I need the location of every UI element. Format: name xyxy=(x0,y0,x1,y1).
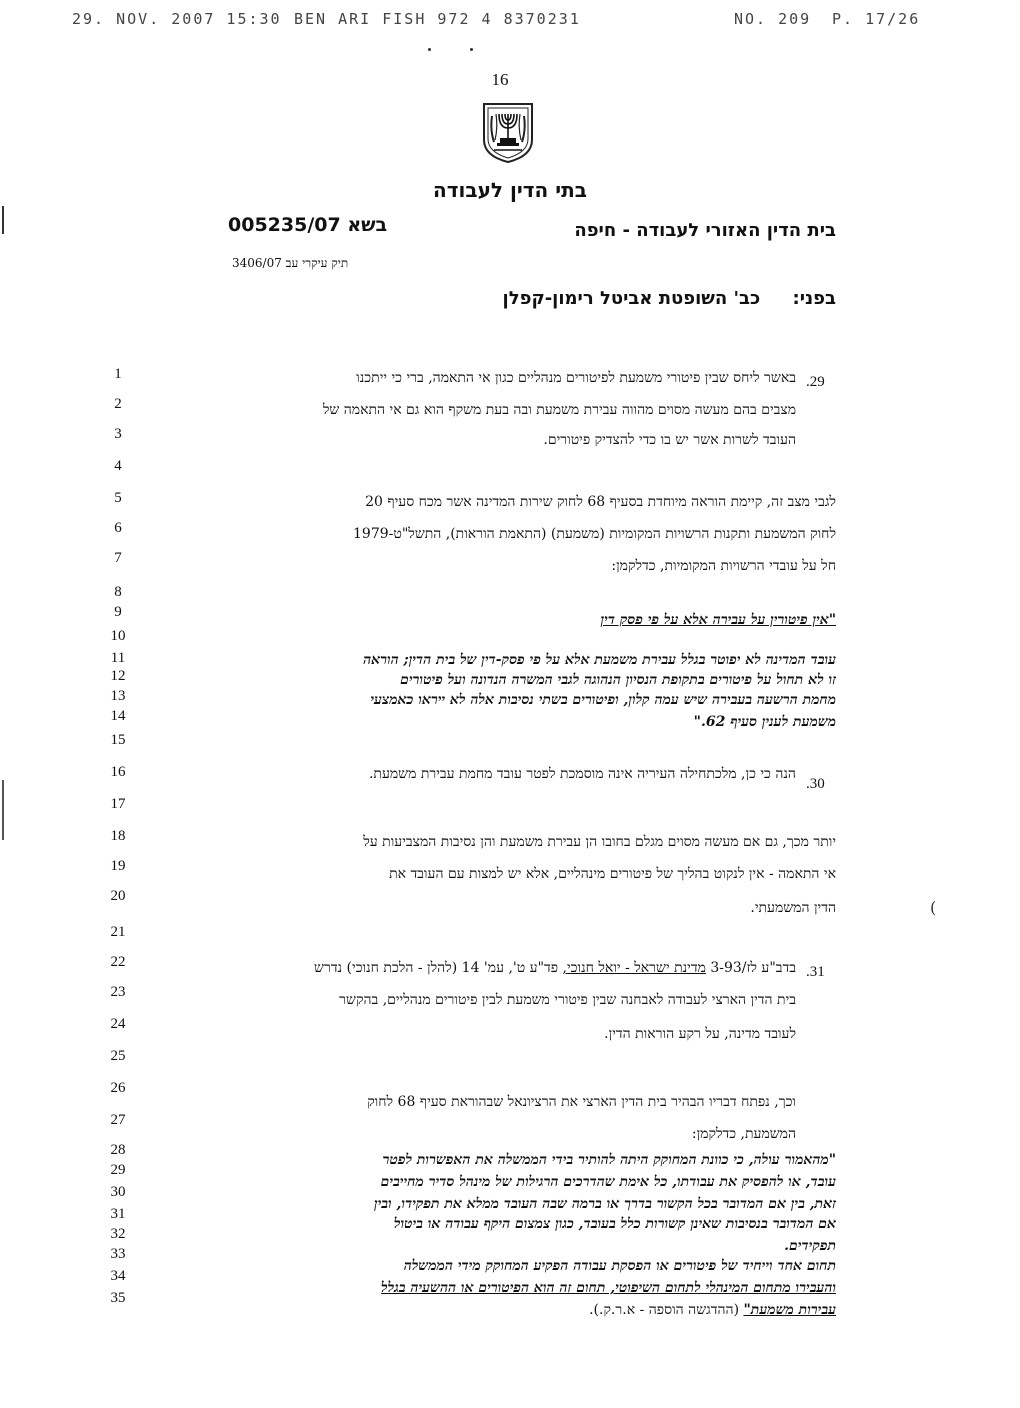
scan-speck xyxy=(470,48,473,51)
line-number: 18 xyxy=(110,828,126,844)
quote-line: "מהאמור עולה, כי כוונת המחוקק היתה להותיר בידי הממשלה את האפשרות לפטר xyxy=(382,1152,836,1168)
paragraph-line: בית הדין הארצי לעבודה לאבחנה שבין פיטורי משמעת לבין פיטורים מנהליים, בהקשר xyxy=(339,992,796,1008)
paragraph-number: .31 xyxy=(806,964,825,980)
case-citation: מדינת ישראל - יואל חנוכי, xyxy=(562,960,706,976)
line-number: 29 xyxy=(110,1162,126,1178)
paragraph-line: המשמעת, כדלקמן: xyxy=(691,1126,796,1142)
court-branch: בית הדין האזורי לעבודה - חיפה xyxy=(574,220,836,241)
page-number: 16 xyxy=(491,70,509,89)
paragraph-number: .29 xyxy=(806,374,825,390)
quote-line: זאת, בין אם המדובר בכל הקשור בדרך או ברמה שבה העובד ממלא את תפקידו, ובין xyxy=(374,1196,836,1212)
line-number: 11 xyxy=(110,650,126,666)
line-number: 30 xyxy=(110,1184,126,1200)
line-number: 1 xyxy=(114,366,122,382)
line-number: 19 xyxy=(110,858,126,874)
main-file-number: תיק עיקרי עב 3406/07 xyxy=(232,256,349,270)
before-label: בפני: xyxy=(792,288,836,309)
paragraph-line: באשר ליחס שבין פיטורי משמעת לפיטורים מנהליים כגון אי התאמה, ברי כי ייתכנו xyxy=(356,370,796,386)
quote-line: עובד, או להפסיק את עבודתו, כל אימת שהדרכים הרגילות של מינהל סדיר מחייבים xyxy=(380,1174,836,1190)
line-number: 5 xyxy=(114,490,122,506)
line-number: 7 xyxy=(114,550,122,566)
state-emblem-icon xyxy=(478,100,538,168)
line-number: 2 xyxy=(114,396,122,412)
court-title: בתי הדין לעבודה xyxy=(433,178,587,202)
paragraph-line: לעובד מדינה, על רקע הוראות הדין. xyxy=(604,1026,796,1042)
paragraph-line: לגבי מצב זה, קיימת הוראה מיוחדת בסעיף 68 לחוק שירות המדינה אשר מכח סעיף 20 xyxy=(365,494,836,510)
paragraph-line: הדין המשמעתי. xyxy=(750,900,836,916)
line-number: 8 xyxy=(114,584,122,600)
line-number: 10 xyxy=(110,628,126,644)
quote-line: זו לא תחול על פיטורים בתקופת הנסיון הנהוגה לגבי המשרה הנדונה ועל פיטורים xyxy=(400,672,836,688)
case-number: בשא 005235/07 xyxy=(228,214,388,236)
margin-bracket: ( xyxy=(930,898,937,917)
judge-line xyxy=(503,288,836,309)
quote-title: "אין פיטורין על עבירה אלא על פי פסק דין xyxy=(600,612,836,628)
quote-line: עובד המדינה לא יפוטר בגלל עבירת משמעת אלא על פי פסק-דין של בית הדין; הוראה xyxy=(363,652,836,668)
line-number: 14 xyxy=(110,708,126,724)
line-number: 33 xyxy=(110,1246,126,1262)
line-number: 34 xyxy=(110,1268,126,1284)
line-number: 12 xyxy=(110,668,126,684)
quote-line: מחמת הרשעה בעבירה שיש עמה קלון, ופיטורים בשתי נסיבות אלה לא ייראו כאמצעי xyxy=(370,692,836,708)
line-number: 35 xyxy=(110,1290,126,1306)
judge-name: כב' השופטת אביטל רימון-קפלן xyxy=(502,288,761,309)
quote-emphasis: עבירות משמעת" xyxy=(743,1302,836,1318)
fax-sender: BEN ARI FISH 972 4 8370231 xyxy=(294,10,581,28)
paragraph-line: אי התאמה - אין לנקוט בהליך של פיטורים מינהליים, אלא יש למצות עם העובד את xyxy=(389,866,836,882)
quote-line: תחום אחד וייחיד של פיטורים או הפסקת עבודה הפקיע המחוקק מידי הממשלה xyxy=(403,1258,836,1274)
quote-line: אם המדובר בנסיבות שאינן קשורות כלל בעובד, כגון צמצום היקף עבודה או ביטול xyxy=(393,1216,836,1232)
line-number: 27 xyxy=(110,1112,126,1128)
line-number: 15 xyxy=(110,732,126,748)
scan-mark xyxy=(2,206,4,234)
fax-number: NO. 209 xyxy=(734,10,812,28)
paragraph-line: וכך, נפתח דבריו הבהיר בית הדין הארצי את הרציונאל שבהוראת סעיף 68 לחוק xyxy=(367,1094,796,1110)
quote-line: והעבירו מתחום המינהלי לתחום השיפוטי, תחום זה הוא הפיטורים או ההשעיה בגלל xyxy=(381,1280,836,1296)
paragraph-line: מצבים בהם מעשה מסוים מהווה עבירת משמעת ובה בעת משקף הוא גם אי התאמה של xyxy=(322,402,796,418)
line-number: 4 xyxy=(114,458,122,474)
fax-page: P. 17/26 xyxy=(832,10,921,28)
line-number: 25 xyxy=(110,1048,126,1064)
paragraph-number: .30 xyxy=(806,776,825,792)
line-number: 20 xyxy=(110,888,126,904)
quote-line: תפקידים. xyxy=(784,1238,836,1254)
line-number: 31 xyxy=(110,1206,126,1222)
paragraph-line: יותר מכך, גם אם מעשה מסוים מגלם בחובו הן עבירת משמעת והן נסיבות המצביעות על xyxy=(363,834,836,850)
fax-date-time: 29. NOV. 2007 15:30 xyxy=(72,10,282,28)
fax-header xyxy=(72,10,922,32)
scan-speck xyxy=(428,48,431,51)
paragraph-line: חל על עובדי הרשויות המקומיות, כדלקמן: xyxy=(611,558,836,574)
scan-mark xyxy=(2,780,4,840)
line-number: 6 xyxy=(114,520,122,536)
citation-suffix: פד"ע ט', עמ' 14 (להלן - הלכת חנוכי) נדרש xyxy=(314,960,559,976)
line-number: 23 xyxy=(110,984,126,1000)
line-number: 17 xyxy=(110,796,126,812)
line-number: 21 xyxy=(110,924,126,940)
line-number: 13 xyxy=(110,688,126,704)
paragraph-line xyxy=(314,960,796,977)
line-number: 16 xyxy=(110,764,126,780)
line-number: 9 xyxy=(114,604,122,620)
line-number: 32 xyxy=(110,1226,126,1242)
paragraph-line: העובד לשרות אשר יש בו כדי להצדיק פיטורים. xyxy=(543,432,796,448)
line-number: 26 xyxy=(110,1080,126,1096)
citation-prefix: בדב"ע לז/3-93 xyxy=(710,960,796,976)
paragraph-line: לחוק המשמעת ותקנות הרשויות המקומיות (משמעת) (התאמת הוראות), התשל"ט-1979 xyxy=(353,526,836,542)
line-number: 24 xyxy=(110,1016,126,1032)
emphasis-note: (ההדגשה הוספה - א.ר.ק.). xyxy=(589,1302,744,1318)
line-number: 3 xyxy=(114,426,122,442)
paragraph-line: הנה כי כן, מלכתחילה העיריה אינה מוסמכת לפטר עובד מחמת עבירת משמעת. xyxy=(368,766,796,782)
quote-line: משמעת לענין סעיף 62." xyxy=(693,714,836,730)
line-number: 22 xyxy=(110,954,126,970)
line-number: 28 xyxy=(110,1142,126,1158)
quote-line xyxy=(589,1302,836,1319)
